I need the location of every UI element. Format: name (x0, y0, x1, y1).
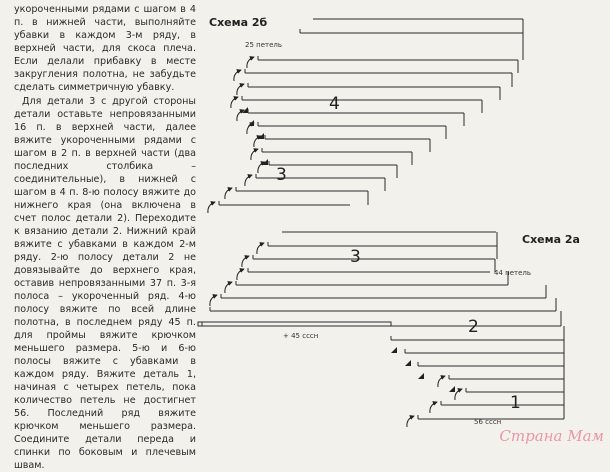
scheme-2a-part-1-label: 1 (510, 393, 521, 413)
scheme-2b-start-arrow-icon (237, 110, 244, 121)
scheme-2a-start-arrow-icon (438, 376, 445, 387)
watermark-logo: Страна Мам (499, 427, 604, 445)
scheme-2b-loops-label: 25 петель (245, 41, 282, 49)
scheme-2a-armhole-label: + 45 сссн (283, 332, 319, 340)
scheme-2a-part-3-label: 3 (350, 247, 361, 267)
scheme-2a-bottom-label: 56 ссcн (474, 418, 502, 426)
scheme-2b-start-arrow-icon (245, 175, 252, 186)
scheme-2b-start-arrow-icon (234, 70, 241, 81)
scheme-2b-start-arrow-icon (208, 202, 215, 213)
scheme-2b-part-3-label: 3 (276, 165, 287, 185)
scheme-2a-decrease-mark (405, 360, 411, 366)
scheme-2a-start-arrow-icon (237, 269, 244, 280)
scheme-2a-start-arrow-icon (455, 389, 462, 400)
scheme-2b-start-arrow-icon (251, 149, 258, 160)
scheme-2a-start-arrow-icon (225, 282, 232, 293)
scheme-2a-start-arrow-icon (257, 243, 264, 254)
scheme-2b-start-arrow-icon (231, 97, 238, 108)
scheme-2b-title: Схема 2б (209, 16, 268, 29)
scheme-2b (208, 16, 523, 213)
scheme-2a-decrease-mark (391, 347, 397, 353)
scheme-2b-start-arrow-icon (237, 84, 244, 95)
scheme-2a-part-2-label: 2 (468, 317, 479, 337)
scheme-2a-start-arrow-icon (407, 416, 414, 427)
scheme-2a-start-arrow-icon (430, 402, 437, 413)
armhole-chain-extension (198, 322, 391, 326)
scheme-2a-decrease-mark (449, 386, 455, 392)
scheme-2a-start-arrow-icon (242, 256, 249, 267)
scheme-2a-start-arrow-icon (210, 295, 217, 306)
paragraph-1: укороченными рядами с шагом в 4 п. в нижней части, выполняйте убавки в каждом 3-м ряду, в верхней части, для скоса плеча. Если делали прибавку в месте закругления полотна, не забудьте сделать симметричную убавку. (14, 4, 196, 93)
scheme-2b-start-arrow-icon (247, 57, 254, 68)
scheme-2a (198, 232, 580, 427)
scheme-2b-part-4-label: 4 (329, 94, 340, 114)
scheme-2b-start-arrow-icon (225, 188, 232, 199)
scheme-2a-decrease-mark (418, 373, 424, 379)
scheme-2a-title: Схема 2а (522, 233, 580, 246)
paragraph-2: Для детали 3 с другой стороны детали оставьте непровязанными 16 п. в верхней части, далее вяжите укороченными рядами с шагом в 2 п. в верхней части (два последних столбика – соединительные), в нижней с шагом в 4 п. 8-ю полосу вяжите до нижнего края (она включена в счет полос детали 2). Переходите к вязанию детали 2. Нижний край вяжите с убавками в каждом 2-м ряду. 2-ю полосу детали 2 не довязывайте до верхнего края, оставив непровязанными 37 п. 3-я полоса – укороченный ряд. 4-ю полосу вяжите по всей длине полотна, в последнем ряду 45 п. для проймы вяжите крючком меньшего размера. 5-ю и 6-ю полосы вяжите с убавками в каждом ряду. Вяжите деталь 1, начиная с четырех петель, пока количество петель не достигнет 56. Последний ряд вяжите крючком меньшего размера. Соедините детали переда и спинки по боковым и плечевым швам. (14, 96, 196, 471)
scheme-2a-loops-label: 44 петель (494, 269, 531, 277)
